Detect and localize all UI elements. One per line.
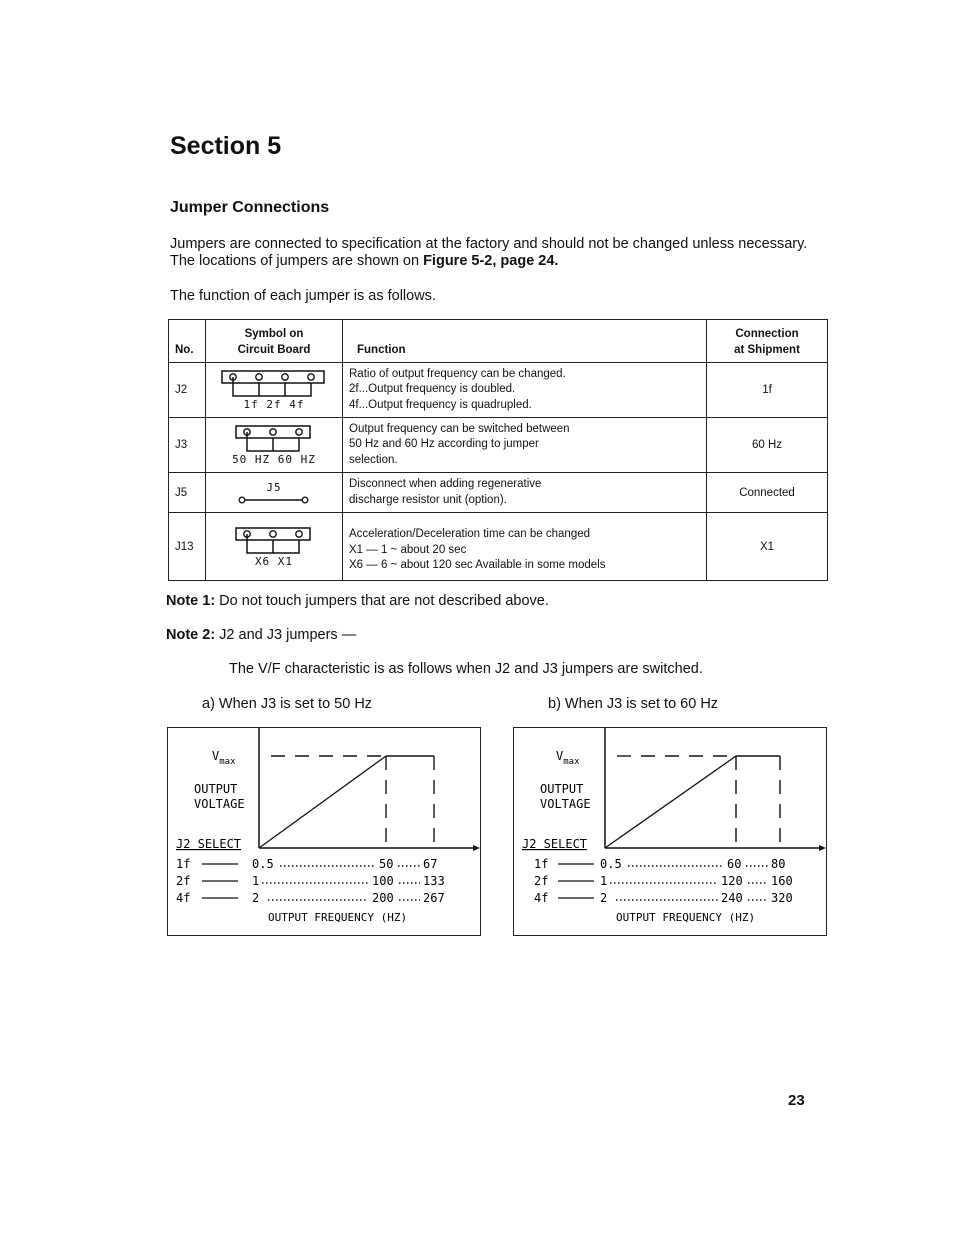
- row-function: [343, 513, 707, 581]
- header-connection-line1: Connection: [735, 328, 799, 340]
- max-freq: 133: [423, 874, 445, 888]
- vf-chart-50hz-drawing: [168, 728, 480, 935]
- page-number: 23: [788, 1092, 805, 1109]
- row-function: [343, 473, 707, 513]
- x-axis-label: OUTPUT FREQUENCY (HZ): [268, 911, 408, 924]
- row-no: J13: [169, 513, 206, 581]
- base-freq: 60: [727, 857, 742, 871]
- function-line: X1 — 1 ~ about 20 sec: [349, 543, 467, 556]
- note-2-text: J2 and J3 jumpers —: [215, 627, 357, 643]
- jumper-j2-diagram: [220, 369, 328, 399]
- jumper-table: [168, 319, 828, 581]
- chart-a-caption: a) When J3 is set to 50 Hz: [202, 696, 373, 712]
- max-freq: 67: [423, 857, 438, 871]
- mult-label: 2f: [176, 874, 191, 888]
- table-row: [169, 418, 828, 473]
- jumper-j5-label: J5: [266, 481, 282, 494]
- base-freq: 120: [721, 874, 743, 888]
- function-line: X6 — 6 ~ about 120 sec Available in some models: [349, 559, 606, 572]
- note-2-label: Note 2:: [166, 627, 216, 643]
- function-line: The function of each jumper is as follows.: [170, 288, 436, 304]
- jumper-j2-labels: 1f 2f 4f: [243, 398, 305, 411]
- base-freq: 240: [721, 891, 743, 905]
- mult-label: 4f: [176, 891, 191, 905]
- start-freq: 2: [252, 891, 260, 905]
- row-no: J3: [169, 418, 206, 473]
- header-connection-line2: at Shipment: [734, 344, 800, 356]
- figure-reference: Figure 5-2, page 24.: [423, 253, 559, 269]
- row-function: [343, 363, 707, 418]
- intro-text: Jumpers are connected to specification at the factory and should not be changed unless necessary. The locations of jumpers are shown on: [170, 236, 808, 269]
- header-no: No.: [169, 320, 206, 363]
- row-no: J2: [169, 363, 206, 418]
- header-function: Function: [343, 320, 707, 363]
- function-line: selection.: [349, 453, 398, 466]
- max-freq: 160: [771, 874, 793, 888]
- header-symbol-line2: Circuit Board: [237, 344, 311, 356]
- table-row: [169, 473, 828, 513]
- row-connection: Connected: [707, 473, 828, 513]
- max-freq: 80: [771, 857, 786, 871]
- start-freq: 1: [252, 874, 260, 888]
- note-1-text: Do not touch jumpers that are not described above.: [215, 593, 549, 609]
- section-title: Section 5: [170, 132, 282, 160]
- function-line: Disconnect when adding regenerative: [349, 478, 542, 490]
- vmax-label: $V_{max}$: [212, 749, 236, 767]
- multiplier-rows: [176, 857, 445, 905]
- subsection-title: Jumper Connections: [170, 199, 330, 216]
- function-line: discharge resistor unit (option).: [349, 493, 507, 506]
- row-connection: 60 Hz: [707, 418, 828, 473]
- y-label-line1: OUTPUT: [194, 782, 238, 796]
- start-freq: 1: [600, 874, 608, 888]
- header-symbol-line1: Symbol on: [244, 328, 304, 340]
- vf-chart-60hz: [513, 727, 827, 936]
- select-label: J2 SELECT: [176, 837, 242, 851]
- jumper-symbol-j5: [206, 473, 343, 513]
- vf-chart-60hz-drawing: [514, 728, 826, 935]
- jumper-j13-labels: X6 X1: [254, 554, 294, 568]
- start-freq: 0.5: [600, 857, 622, 871]
- jumper-symbol-j13: [206, 513, 343, 581]
- header-symbol: [206, 320, 343, 363]
- multiplier-rows: [534, 857, 793, 905]
- chart-b-caption: b) When J3 is set to 60 Hz: [548, 696, 719, 712]
- row-no: J5: [169, 473, 206, 513]
- header-connection: [707, 320, 828, 363]
- jumper-j5-diagram: [234, 494, 314, 506]
- vf-intro: The V/F characteristic is as follows when J2 and J3 jumpers are switched.: [229, 661, 703, 677]
- function-line: 50 Hz and 60 Hz according to jumper: [349, 438, 539, 451]
- jumper-j3-diagram: [234, 424, 314, 454]
- max-freq: 267: [423, 891, 445, 905]
- select-label: J2 SELECT: [522, 837, 588, 851]
- start-freq: 2: [600, 891, 608, 905]
- mult-label: 4f: [534, 891, 549, 905]
- y-label-line2: VOLTAGE: [540, 797, 591, 811]
- intro-paragraph: [170, 236, 830, 270]
- jumper-j3-labels: 50 HZ 60 HZ: [232, 453, 316, 466]
- function-line: Output frequency can be switched between: [349, 422, 570, 435]
- jumper-j13-diagram: [234, 526, 314, 556]
- max-freq: 320: [771, 891, 793, 905]
- row-connection: X1: [707, 513, 828, 581]
- base-freq: 200: [372, 891, 394, 905]
- jumper-symbol-j2: [206, 363, 343, 418]
- function-line: 2f...Output frequency is doubled.: [349, 383, 516, 396]
- note-1: [166, 593, 549, 609]
- mult-label: 1f: [534, 857, 549, 871]
- base-freq: 100: [372, 874, 394, 888]
- vf-chart-50hz: [167, 727, 481, 936]
- y-label-line1: OUTPUT: [540, 782, 584, 796]
- start-freq: 0.5: [252, 857, 274, 871]
- row-connection: 1f: [707, 363, 828, 418]
- base-freq: 50: [379, 857, 394, 871]
- function-line: Acceleration/Deceleration time can be changed: [349, 528, 591, 541]
- mult-label: 1f: [176, 857, 191, 871]
- x-axis-label: OUTPUT FREQUENCY (HZ): [616, 911, 756, 924]
- table-header-row: [169, 320, 828, 363]
- note-2: [166, 627, 356, 643]
- jumper-symbol-j3: [206, 418, 343, 473]
- table-row: [169, 513, 828, 581]
- note-1-label: Note 1:: [166, 593, 216, 609]
- function-line: 4f...Output frequency is quadrupled.: [349, 398, 532, 411]
- table-row: [169, 363, 828, 418]
- vmax-label: $V_{max}$: [556, 749, 580, 767]
- mult-label: 2f: [534, 874, 549, 888]
- y-label-line2: VOLTAGE: [194, 797, 245, 811]
- function-line: Ratio of output frequency can be changed.: [349, 367, 566, 380]
- row-function: [343, 418, 707, 473]
